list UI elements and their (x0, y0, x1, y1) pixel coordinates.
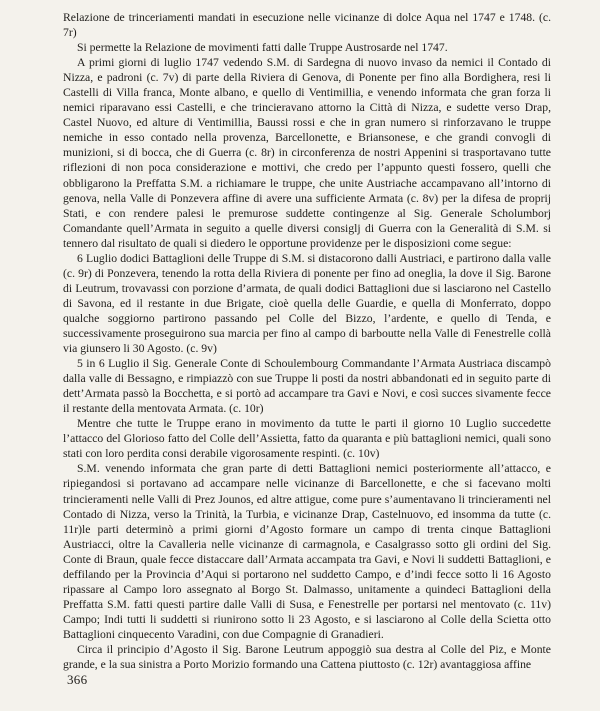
paragraph: A primi giorni di luglio 1747 vedendo S.M. di Sardegna di nuovo invaso da nemici il Contado di Nizza, e padroni (c. 7v) di parte della Riviera di Genova, di Ponente per fino alla Bordighera, resi li Castelli di Villa franca, Monte albano, e quello di Ventimillia, e venendo informata che gran forza li nemici riparavano essi Castelli, e che trincieravano attorno la Città di Nizza, e sudette verso Drap, Castel Nuovo, ed alture di Ventimillia, Baussi rossi e che in gran numero si rinforzavano le truppe nemiche in esso contado nella provenza, Barcellonette, e Briansonese, e che grandi convogli di munizioni, si di bocca, che di Guerra (c. 8r) in circonferenza de nostri Appenini si trasportavano tutte riflezioni di non poca considerazione e mottivi, che credo per l’appunto questi fossero, quelli che obbligarono la Preffatta S.M. a richiamare le truppe, che unite Austriache accampavano all’intorno di genova, nella Valle di Ponzevera affine di avere una sufficiente Armata (c. 8v) per la difesa de proprij Stati, e con rendere palesi le premurose suddette contingenze al Sig. Generale Scholumborj Comandante quell’Armata in seguito a quelle diversi consiglj di Guerra con la Generalità di S.M. si tennero dal risultato de quali si diedero le opportune providenze per le disposizioni come segue: (63, 56, 551, 250)
paragraph: Si permette la Relazione de movimenti fatti dalle Truppe Austrosarde nel 1747. (77, 41, 448, 55)
paragraph: 6 Luglio dodici Battaglioni delle Truppe di S.M. si distacorono dalli Austriaci, e partirono dalla valle (c. 9r) di Ponzevera, tenendo la rotta della Riviera di ponente per fino ad oneglia, la dove il Sig. Barone di Leutrum, trovavassi con porzione d’armata, de quali dodici Battaglioni due si lasciarono nel Castello di Savona, ed il restante in due Brigate, cioè quella delle Guardie, e quella di Monferrato, doppo qualche soggiorno partirono passando pel Colle del Bizzo, l’ardente, e quello di Tenda, e successivamente proseguirono sua marcia per fino al campo di barboutte nella Valle di Fenestrelle collà via giunsero li 30 Agosto. (c. 9v) (63, 251, 551, 356)
page-number: 366 (67, 672, 88, 687)
heading-paragraph: Relazione de trinceriamenti mandati in esecuzione nelle vicinanze di dolce Aqua nel 1747 e 1748. (c. 7r) (63, 11, 551, 40)
paragraph: Circa il principio d’Agosto il Sig. Barone Leutrum appoggiò sua destra al Colle del Piz, e Monte grande, e la sua sinistra a Porto Morizio formando una Cattena piuttosto (c. 12r) avantaggiosa affine (63, 642, 551, 672)
body-text (63, 10, 551, 672)
paragraph: Mentre che tutte le Truppe erano in movimento da tutte le parti il giorno 10 Luglio succedette l’attacco del Glorioso fatto del Colle dell’Assietta, fatto da quaranta e più battaglioni nemici, quali sono stati con loro perdita consi derabile vigorosamente respinti. (c. 10v) (63, 417, 551, 461)
paragraph: S.M. venendo informata che gran parte di detti Battaglioni nemici posteriormente all’attacco, e ripiegandosi si portavano ad accampare nelle vicinanze di Barcellonette, e che si facevano molti trincieramenti nelle Valli di Prez Jounos, ed altre attigue, come pure s’aumentavano li trincieramenti nel Contado di Nizza, verso la Trinità, la Turbia, e vicinanze Drap, Castelnuovo, ed insomma da tutte (c. 11r)le parti determinò a primi giorni d’Agosto formare un campo di trenta cinque Battaglioni Austriacci, oltre la Cavalleria nelle vicinanze di carmagnola, e Casalgrasso sotto gli ordini del Sig. Conte di Braun, quale fecce distaccare dall’Armata accampata tra Gavi, e Novi li suddetti Battaglioni, e deffilando per la Provincia d’Aqui si portarono nel suddetto Campo, e d’indi fecce sotto li 16 Agosto ripassare al Campo loro assegnato al Borgo St. Dalmasso, unitamente a quindeci Battaglioni della Preffatta S.M. fatti questi partire dalle Valli di Susa, e Fenestrelle per portarsi nel mentovato (c. 11v) Campo; Indi tutti li suddetti si riunirono sotto li 23 Agosto, e si lasciarono al Colle della Scietta otto Battaglioni cinquecento Varadini, con due Compagnie di Granadieri. (63, 462, 551, 641)
paragraph: 5 in 6 Luglio il Sig. Generale Conte di Schoulembourg Commandante l’Armata Austriaca discampò dalla valle di Bessagno, e rimpiazzò con sue Truppe li posti da nostri abbandonati ed in seguito parte di dett’Armata passò la Bocchetta, e si portò ad accampare tra Gavi e Novi, e così succes sivamente fecce il restante della mentovata Armata. (c. 10r) (63, 357, 551, 416)
